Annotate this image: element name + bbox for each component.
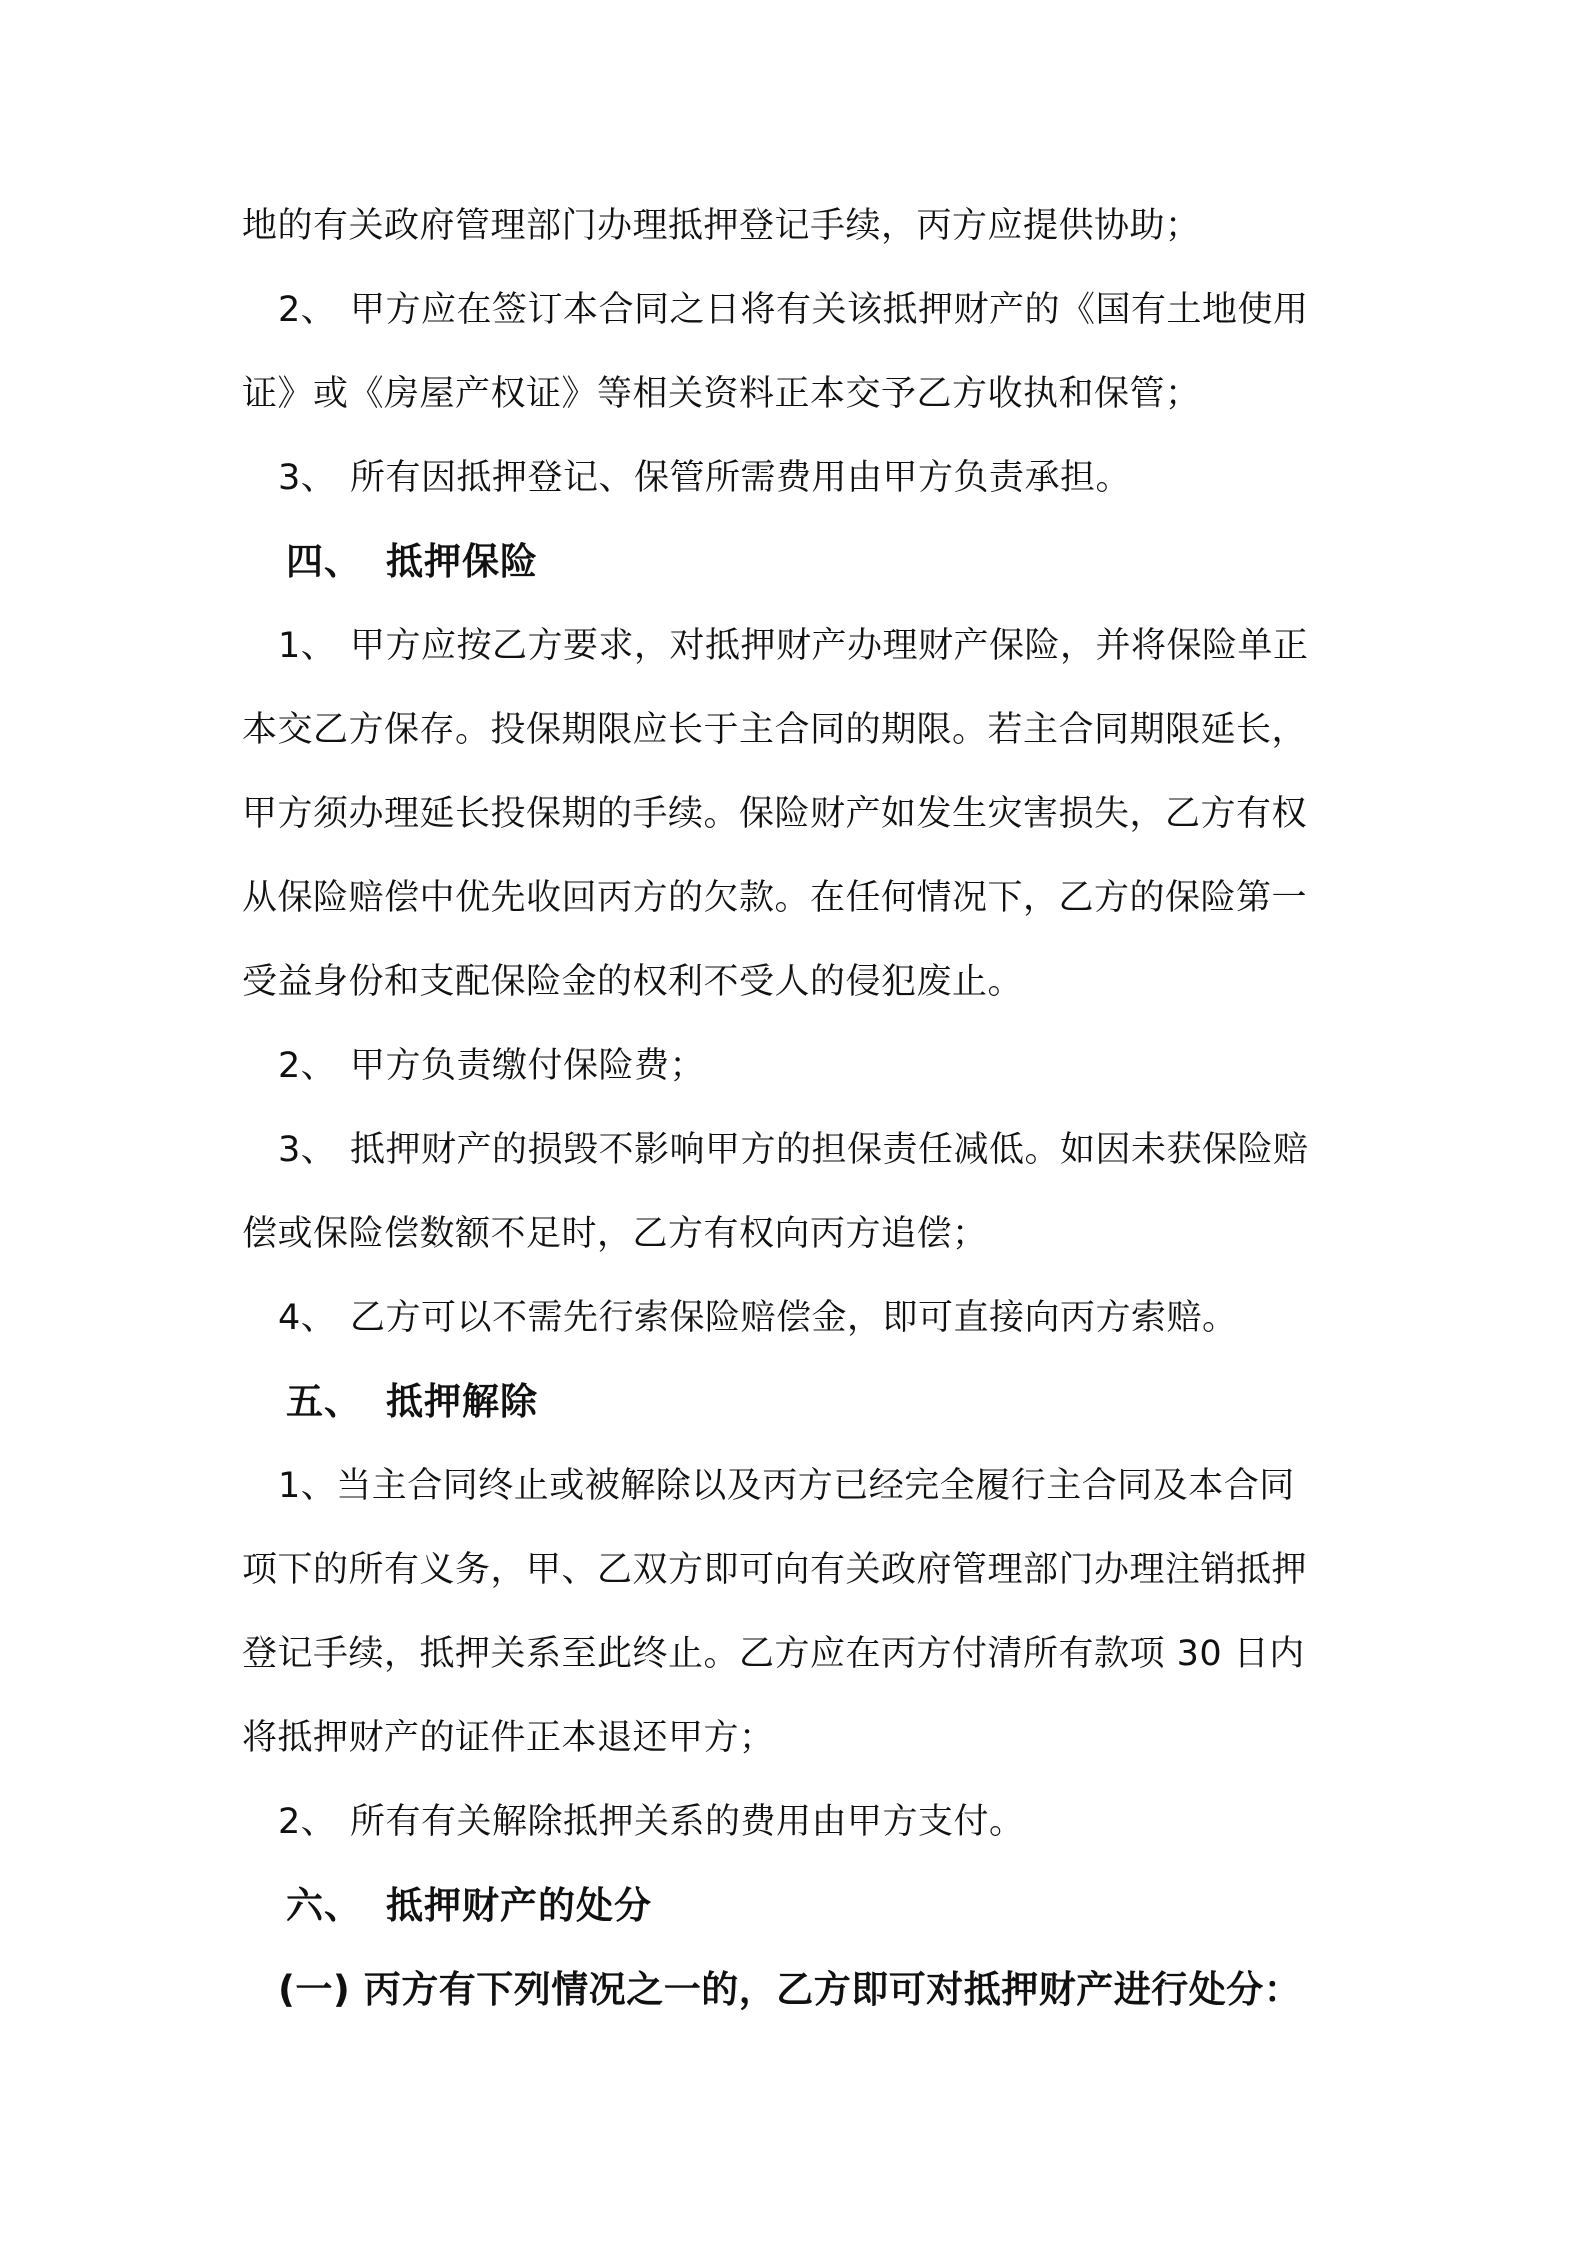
line-text: 抵押财产的损毁不影响甲方的担保责任减低。如因未获保险赔	[350, 1130, 1309, 1170]
section-heading-5	[286, 1380, 538, 1424]
clause-number: 3、	[278, 1130, 337, 1170]
section-title: 抵押解除	[386, 1380, 538, 1423]
paragraph-line	[242, 876, 1307, 920]
clause-item-3-2	[278, 288, 1309, 332]
line-text: 乙方可以不需先行索保险赔偿金，即可直接向丙方索赔。	[350, 1298, 1238, 1338]
line-text: 1、当主合同终止或被解除以及丙方已经完全履行主合同及本合同	[278, 1466, 1295, 1506]
clause-number: 2、	[278, 1046, 337, 1086]
line-text: 本交乙方保存。投保期限应长于主合同的期限。若主合同期限延长，	[242, 710, 1308, 750]
paragraph-line	[242, 708, 1307, 752]
section-heading-4	[286, 540, 538, 584]
clause-number: 4、	[278, 1298, 337, 1338]
section-heading-6	[286, 1884, 652, 1928]
clause-item-4-1	[278, 624, 1309, 668]
section-number: 六、	[286, 1884, 362, 1927]
line-text: 登记手续，抵押关系至此终止。乙方应在丙方付清所有款项 30 日内	[242, 1634, 1305, 1674]
clause-item-3-3	[278, 456, 1131, 500]
section-number: 四、	[286, 540, 362, 583]
section-number: 五、	[286, 1380, 362, 1423]
line-text: 甲方应按乙方要求，对抵押财产办理财产保险，并将保险单正	[350, 626, 1309, 666]
clause-item-4-3	[278, 1128, 1309, 1172]
paragraph-line	[242, 1632, 1305, 1676]
line-text: 甲方应在签订本合同之日将有关该抵押财产的《国有土地使用	[350, 290, 1309, 330]
line-text: 甲方负责缴付保险费；	[350, 1046, 706, 1086]
clause-item-5-2	[278, 1800, 1025, 1844]
paragraph-line	[242, 792, 1307, 836]
clause-number: 3、	[278, 458, 337, 498]
paragraph-line	[242, 204, 1201, 248]
line-text: 地的有关政府管理部门办理抵押登记手续，丙方应提供协助；	[242, 206, 1201, 246]
line-text: 证》或《房屋产权证》等相关资料正本交予乙方收执和保管；	[242, 374, 1201, 414]
line-text: 将抵押财产的证件正本退还甲方；	[242, 1718, 775, 1758]
line-text: 项下的所有义务，甲、乙双方即可向有关政府管理部门办理注销抵押	[242, 1550, 1308, 1590]
subsection-heading-6-1	[278, 1968, 1301, 2012]
clause-number: 2、	[278, 1802, 337, 1842]
section-title: 抵押保险	[386, 540, 538, 583]
paragraph-line	[242, 1212, 988, 1256]
paragraph-line	[242, 1716, 775, 1760]
clause-item-4-2	[278, 1044, 705, 1088]
paragraph-line	[242, 1548, 1307, 1592]
paragraph-line	[242, 960, 1023, 1004]
line-text: 所有因抵押登记、保管所需费用由甲方负责承担。	[350, 458, 1132, 498]
clause-number: 1、	[278, 626, 337, 666]
line-text: 受益身份和支配保险金的权利不受人的侵犯废止。	[242, 962, 1024, 1002]
subsection-title: (一) 丙方有下列情况之一的，乙方即可对抵押财产进行处分：	[278, 1968, 1302, 2011]
line-text: 所有有关解除抵押关系的费用由甲方支付。	[350, 1802, 1025, 1842]
line-text: 偿或保险偿数额不足时，乙方有权向丙方追偿；	[242, 1214, 988, 1254]
paragraph-line	[242, 372, 1201, 416]
section-title: 抵押财产的处分	[386, 1884, 652, 1927]
line-text: 从保险赔偿中优先收回丙方的欠款。在任何情况下，乙方的保险第一	[242, 878, 1308, 918]
clause-item-5-1	[278, 1464, 1295, 1508]
line-text: 甲方须办理延长投保期的手续。保险财产如发生灾害损失，乙方有权	[242, 794, 1308, 834]
clause-number: 2、	[278, 290, 337, 330]
clause-item-4-4	[278, 1296, 1238, 1340]
